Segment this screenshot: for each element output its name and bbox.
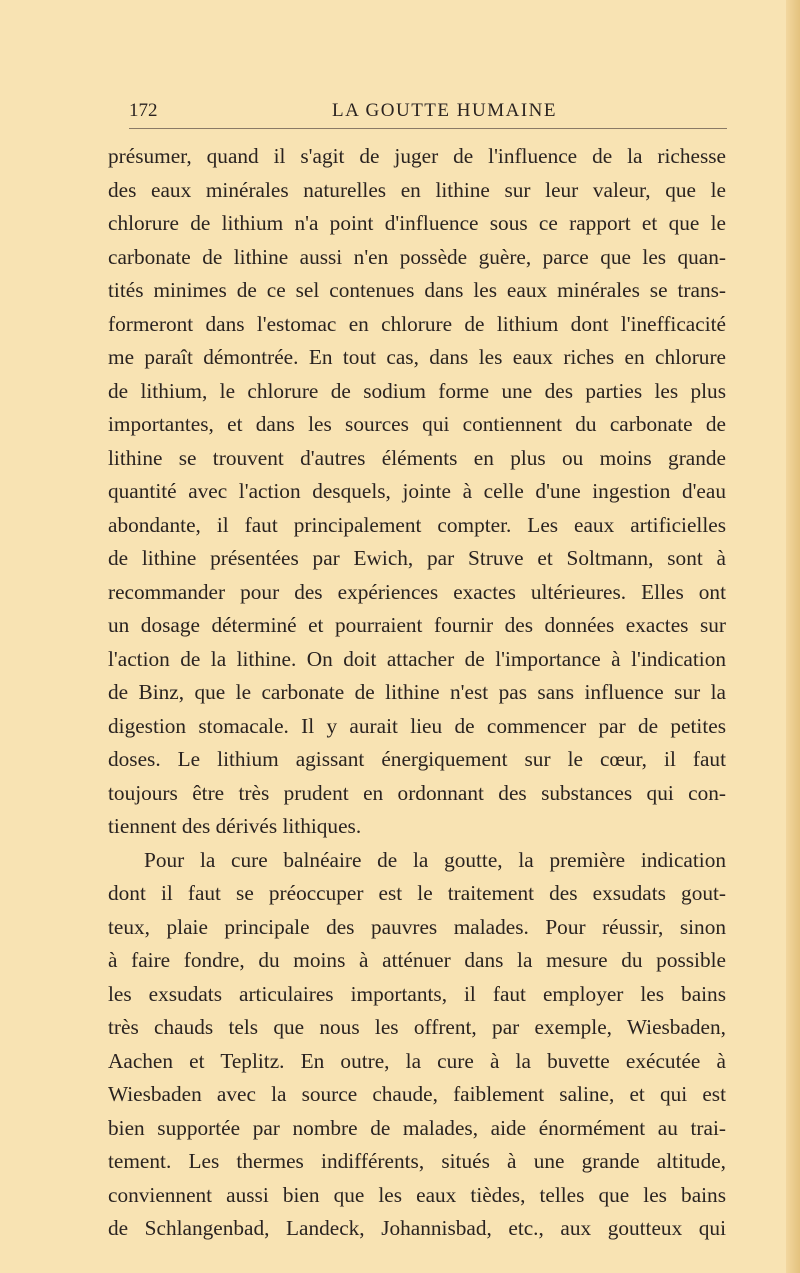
- text-line: dont il faut se préoccuper est le traitement des exsudats gout-: [108, 881, 726, 905]
- text-line: teux, plaie principale des pauvres malades. Pour réussir, sinon: [108, 914, 726, 939]
- text-line: conviennent aussi bien que les eaux tièdes, telles que les bains: [108, 1182, 726, 1207]
- text-line: de Schlangenbad, Landeck, Johannisbad, etc., aux goutteux qui: [108, 1216, 726, 1240]
- text-line: les exsudats articulaires importants, il faut employer les bains: [108, 981, 726, 1006]
- text-line: lithine se trouvent d'autres éléments en plus ou moins grande: [108, 445, 726, 470]
- header-rule: [129, 128, 727, 129]
- body-text: [108, 140, 726, 1246]
- text-line: carbonate de lithine aussi n'en possède guère, parce que les quan-: [108, 244, 726, 269]
- text-line: tiennent des dérivés lithiques.: [108, 814, 362, 838]
- text-line: digestion stomacale. Il y aurait lieu de commencer par de petites: [108, 713, 726, 738]
- text-line: tement. Les thermes indifférents, situés à une grande altitude,: [108, 1149, 726, 1173]
- text-line: Wiesbaden avec la source chaude, faiblement saline, et qui est: [108, 1082, 726, 1106]
- text-line: tités minimes de ce sel contenues dans les eaux minérales se trans-: [108, 278, 726, 302]
- text-line: des eaux minérales naturelles en lithine sur leur valeur, que le: [108, 177, 726, 202]
- text-line: l'action de la lithine. On doit attacher de l'importance à l'indication: [108, 646, 726, 671]
- text-line: quantité avec l'action desquels, jointe à celle d'une ingestion d'eau: [108, 479, 726, 503]
- page-number: 172: [129, 100, 158, 121]
- text-line: toujours être très prudent en ordonnant des substances qui con-: [108, 780, 726, 805]
- page-edge-shadow: [786, 0, 800, 1273]
- text-line: à faire fondre, du moins à atténuer dans la mesure du possible: [108, 948, 726, 972]
- text-line: de Binz, que le carbonate de lithine n'est pas sans influence sur la: [108, 680, 726, 704]
- text-line: importantes, et dans les sources qui contiennent du carbonate de: [108, 412, 726, 436]
- text-line: doses. Le lithium agissant énergiquement sur le cœur, il faut: [108, 747, 726, 771]
- text-line: formeront dans l'estomac en chlorure de lithium dont l'inefficacité: [108, 311, 726, 336]
- text-line: bien supportée par nombre de malades, aide énormément au trai-: [108, 1115, 726, 1140]
- text-line: très chauds tels que nous les offrent, par exemple, Wiesbaden,: [108, 1015, 726, 1039]
- paragraph-start-line: Pour la cure balnéaire de la goutte, la première indication: [144, 847, 726, 872]
- text-line: chlorure de lithium n'a point d'influence sous ce rapport et que le: [108, 211, 726, 235]
- text-line: de lithium, le chlorure de sodium forme une des parties les plus: [108, 378, 726, 403]
- text-line: un dosage déterminé et pourraient fournir des données exactes sur: [108, 613, 726, 637]
- running-title: LA GOUTTE HUMAINE: [332, 100, 557, 121]
- text-line: de lithine présentées par Ewich, par Struve et Soltmann, sont à: [108, 546, 726, 570]
- text-line: abondante, il faut principalement compter. Les eaux artificielles: [108, 512, 726, 537]
- text-line: Aachen et Teplitz. En outre, la cure à la buvette exécutée à: [108, 1048, 726, 1073]
- text-line: recommander pour des expériences exactes ultérieures. Elles ont: [108, 579, 726, 604]
- text-line: me paraît démontrée. En tout cas, dans les eaux riches en chlorure: [108, 345, 726, 369]
- text-line: présumer, quand il s'agit de juger de l'influence de la richesse: [108, 144, 726, 168]
